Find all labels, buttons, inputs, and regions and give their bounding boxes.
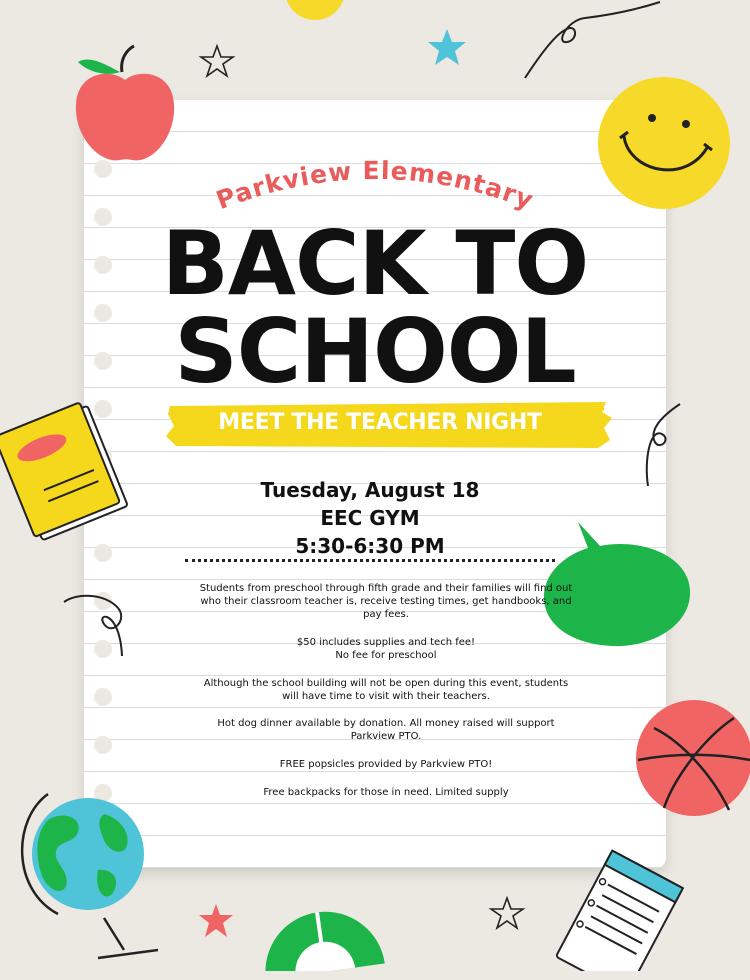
smiley-face-icon [596, 76, 732, 210]
subtitle-banner-text: MEET THE TEACHER NIGHT [218, 410, 542, 435]
info-paragraph-students: Students from preschool through fifth grade and their families will find out who their classroom teacher is, receive testing times, get handbooks, and pay fees. [199, 583, 573, 620]
event-time: 5:30-6:30 PM [295, 534, 445, 558]
doodle-swirl-icon [640, 400, 690, 490]
basketball-icon [634, 698, 750, 818]
dotted-divider [185, 559, 555, 562]
info-paragraph-dinner: Hot dog dinner available by donation. All money raised will support Parkview PTO. [217, 718, 555, 742]
notepad-icon [540, 840, 690, 971]
info-paragraph-fees: $50 includes supplies and tech fee! No fee for preschool [296, 637, 476, 661]
event-location: EEC GYM [320, 506, 420, 530]
title-line-2: SCHOOL [174, 300, 576, 403]
globe-icon [8, 790, 158, 971]
info-paragraph-building: Although the school building will not be open during this event, students will have time to visit with their teachers. [203, 678, 569, 702]
school-name: Parkview Elementary [212, 155, 538, 216]
title-line-1: BACK TO [161, 212, 589, 315]
info-paragraph-backpacks: Free backpacks for those in need. Limited supply [263, 787, 509, 798]
star-icon [425, 27, 469, 67]
paper-hole [94, 688, 112, 706]
apple-icon [70, 42, 182, 167]
paper-hole [94, 736, 112, 754]
doodle-swirl-icon [515, 0, 665, 85]
book-icon [0, 398, 135, 543]
star-icon [196, 902, 236, 940]
star-icon [488, 896, 526, 930]
info-paragraph-popsicles: FREE popsicles provided by Parkview PTO! [279, 759, 493, 770]
doodle-swirl-icon [60, 590, 130, 660]
protractor-icon [258, 902, 388, 971]
star-icon [197, 43, 237, 79]
yellow-circle-icon [280, 0, 350, 30]
paper-hole [94, 544, 112, 562]
event-date: Tuesday, August 18 [260, 478, 480, 502]
